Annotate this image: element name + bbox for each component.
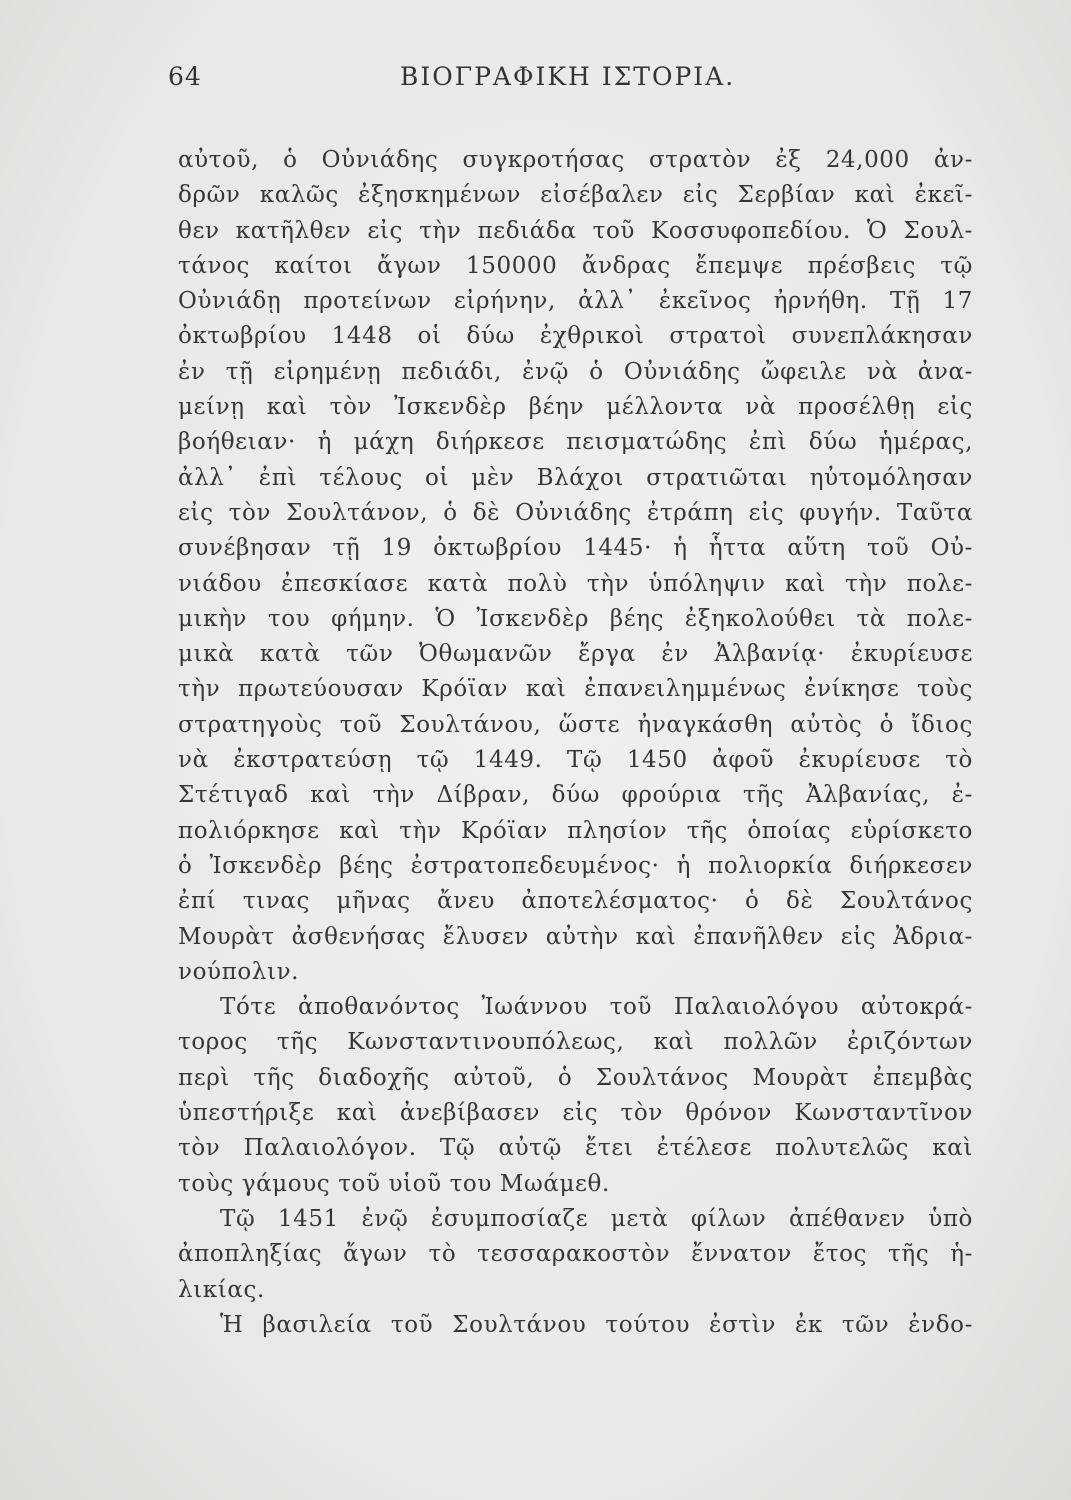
text-line: Οὐνιάδῃ προτείνων εἰρήνην, ἀλλ᾽ ἐκεῖνος ἠρνήθη. Τῇ 17 — [178, 288, 973, 315]
text-line: ἀποπληξίας ἄγων τὸ τεσσαρακοστὸν ἔννατον ἔτος τῆς ἡ- — [178, 1241, 973, 1268]
paragraph-first-line: Τῷ 1451 ἐνῷ ἐσυμποσίαζε μετὰ φίλων ἀπέθανεν ὑπὸ — [220, 1205, 973, 1232]
text-line: βοήθειαν· ἡ μάχη διήρκεσε πεισματώδης ἐπὶ δύω ἡμέρας, — [178, 429, 973, 456]
body-text — [178, 143, 973, 1343]
page-header — [168, 62, 780, 102]
text-line: ὁ Ἰσκενδὲρ βέης ἐστρατοπεδευμένος· ἡ πολιορκία διήρκεσεν — [178, 852, 973, 879]
text-line: μείνῃ καὶ τὸν Ἰσκενδὲρ βέην μέλλοντα νὰ προσέλθῃ εἰς — [178, 394, 973, 421]
text-line: ἀλλ᾽ ἐπὶ τέλους οἱ μὲν Βλάχοι στρατιῶται ηὐτομόλησαν — [178, 464, 973, 491]
text-line: δρῶν καλῶς ἐξησκημένων εἰσέβαλεν εἰς Σερβίαν καὶ ἐκεῖ- — [178, 182, 973, 209]
text-line: συνέβησαν τῇ 19 ὀκτωβρίου 1445· ἡ ἧττα αὕτη τοῦ Οὐ- — [178, 535, 973, 562]
text-line: ἐν τῇ εἰρημένῃ πεδιάδι, ἐνῷ ὁ Οὐνιάδης ὤφειλε νὰ ἀνα- — [178, 358, 973, 385]
text-line: τορος τῆς Κωνσταντινουπόλεως, καὶ πολλῶν ἐριζόντων — [178, 1029, 973, 1056]
page-number: 64 — [168, 62, 202, 91]
text-line: λικίας. — [178, 1276, 265, 1303]
text-line: αὐτοῦ, ὁ Οὐνιάδης συγκροτήσας στρατὸν ἐξ 24,000 ἀν- — [178, 147, 973, 173]
running-title: ΒΙΟΓΡΑΦΙΚΗ ΙΣΤΟΡΙΑ. — [400, 62, 736, 91]
text-line: περὶ τῆς διαδοχῆς αὐτοῦ, ὁ Σουλτάνος Μουρὰτ ἐπεμβὰς — [178, 1064, 973, 1091]
text-line: τὴν πρωτεύουσαν Κρόϊαν καὶ ἐπανειλημμένως ἐνίκησε τοὺς — [178, 676, 973, 703]
text-line: ὀκτωβρίου 1448 οἱ δύω ἐχθρικοὶ στρατοὶ συνεπλάκησαν — [178, 323, 973, 350]
text-line: μικὰ κατὰ τῶν Ὀθωμανῶν ἔργα ἐν Ἀλβανίᾳ· ἐκυρίευσε — [178, 641, 973, 668]
text-line: εἰς τὸν Σουλτάνον, ὁ δὲ Οὐνιάδης ἐτράπη εἰς φυγήν. Ταῦτα — [178, 499, 973, 526]
text-line: τάνος καίτοι ἄγων 150000 ἄνδρας ἔπεμψε πρέσβεις τῷ — [178, 252, 973, 279]
paragraph-first-line: Τότε ἀποθανόντος Ἰωάννου τοῦ Παλαιολόγου αὐτοκρά- — [220, 994, 973, 1021]
text-line: ὑπεστήριξε καὶ ἀνεβίβασεν εἰς τὸν θρόνον Κωνσταντῖνον — [178, 1100, 973, 1127]
paragraph-first-line: Ἡ βασιλεία τοῦ Σουλτάνου τούτου ἐστὶν ἐκ τῶν ἐνδο- — [220, 1311, 973, 1338]
text-line: τὸν Παλαιολόγον. Τῷ αὐτῷ ἔτει ἐτέλεσε πολυτελῶς καὶ — [178, 1135, 973, 1162]
text-line: ἐπί τινας μῆνας ἄνευ ἀποτελέσματος· ὁ δὲ Σουλτάνος — [178, 888, 973, 915]
text-line: θεν κατῆλθεν εἰς τὴν πεδιάδα τοῦ Κοσσυφοπεδίου. Ὁ Σουλ- — [178, 217, 973, 244]
text-line: νούπολιν. — [178, 958, 300, 985]
text-line: μικὴν του φήμην. Ὁ Ἰσκενδὲρ βέης ἐξηκολούθει τὰ πολε- — [178, 605, 973, 632]
text-line: τοὺς γάμους τοῦ υἱοῦ του Μωάμεθ. — [178, 1170, 610, 1197]
text-line: στρατηγοὺς τοῦ Σουλτάνου, ὥστε ἠναγκάσθη αὐτὸς ὁ ἴδιος — [178, 711, 973, 738]
text-line: νιάδου ἐπεσκίασε κατὰ πολὺ τὴν ὑπόληψιν καὶ τὴν πολε- — [178, 570, 973, 597]
text-line: Μουρὰτ ἀσθενήσας ἔλυσεν αὐτὴν καὶ ἐπανῆλθεν εἰς Ἀδρια- — [178, 923, 973, 950]
text-line: Στέτιγαδ καὶ τὴν Δίβραν, δύω φρούρια τῆς Ἀλβανίας, ἐ- — [178, 782, 973, 809]
text-line: πολιόρκησε καὶ τὴν Κρόϊαν πλησίον τῆς ὁποίας εὑρίσκετο — [178, 817, 973, 844]
text-line: νὰ ἐκστρατεύσῃ τῷ 1449. Τῷ 1450 ἀφοῦ ἐκυρίευσε τὸ — [178, 747, 973, 774]
